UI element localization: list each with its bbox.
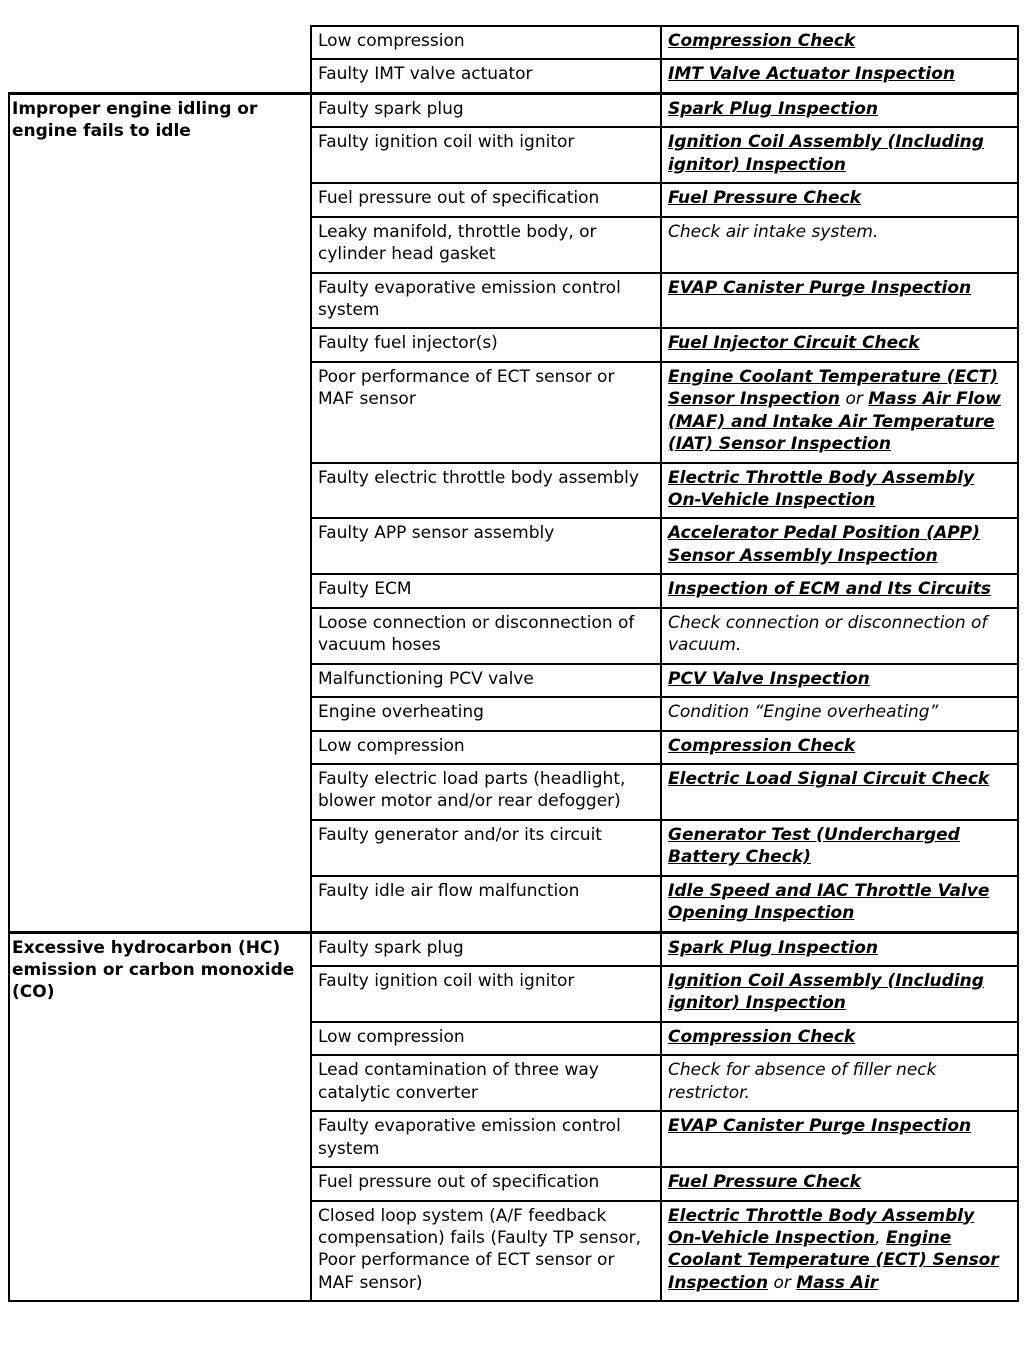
reference-link[interactable]: IMT Valve Actuator Inspection: [668, 64, 955, 85]
reference-link[interactable]: Spark Plug Inspection: [668, 98, 879, 119]
possible-cause-cell: Faulty evaporative emission control system: [311, 273, 661, 329]
reference-link[interactable]: Electric Throttle Body Assembly On-Vehicle Inspection: [668, 1205, 975, 1248]
reference-link[interactable]: Electric Load Signal Circuit Check: [668, 768, 990, 789]
reference-link[interactable]: Spark Plug Inspection: [668, 937, 879, 958]
action-cell: [661, 463, 1018, 519]
action-cell: [661, 1022, 1018, 1055]
action-cell: [661, 328, 1018, 361]
reference-link[interactable]: Accelerator Pedal Position (APP) Sensor Assembly Inspection: [668, 523, 980, 566]
action-cell: [661, 876, 1018, 932]
possible-cause-cell: Faulty evaporative emission control system: [311, 1111, 661, 1167]
action-cell: [661, 1055, 1018, 1111]
action-text: Condition “Engine overheating”: [668, 702, 939, 723]
action-text: Check for absence of filler neck restrictor.: [668, 1060, 937, 1103]
table-row: [9, 93, 1018, 127]
action-text: or: [768, 1272, 797, 1293]
possible-cause-cell: Fuel pressure out of specification: [311, 1167, 661, 1200]
possible-cause-cell: Leaky manifold, throttle body, or cylinder head gasket: [311, 217, 661, 273]
reference-link[interactable]: Ignition Coil Assembly (Including ignitor) Inspection: [668, 971, 984, 1014]
possible-cause-cell: Fuel pressure out of specification: [311, 183, 661, 216]
possible-cause-cell: Low compression: [311, 26, 661, 59]
condition-cell: Improper engine idling or engine fails to idle: [9, 93, 311, 932]
possible-cause-cell: Faulty spark plug: [311, 932, 661, 966]
action-cell: [661, 664, 1018, 697]
possible-cause-cell: Engine overheating: [311, 697, 661, 730]
action-cell: [661, 820, 1018, 876]
reference-link[interactable]: Engine Coolant Temperature (ECT) Sensor Inspection: [668, 1227, 999, 1293]
reference-link[interactable]: Mass Air: [796, 1272, 879, 1293]
possible-cause-cell: Low compression: [311, 731, 661, 764]
action-cell: [661, 764, 1018, 820]
possible-cause-cell: Faulty ignition coil with ignitor: [311, 127, 661, 183]
possible-cause-cell: Faulty electric throttle body assembly: [311, 463, 661, 519]
action-cell: [661, 93, 1018, 127]
reference-link[interactable]: Compression Check: [668, 735, 856, 756]
table-row: [9, 26, 1018, 59]
action-cell: [661, 574, 1018, 607]
reference-link[interactable]: Fuel Pressure Check: [668, 1172, 861, 1193]
reference-link[interactable]: Generator Test (Undercharged Battery Check): [668, 824, 960, 868]
reference-link[interactable]: Fuel Injector Circuit Check: [668, 333, 920, 354]
possible-cause-cell: Faulty idle air flow malfunction: [311, 876, 661, 932]
action-text: or: [840, 389, 869, 410]
possible-cause-cell: Faulty spark plug: [311, 93, 661, 127]
diagnosis-table-body: [9, 26, 1018, 1301]
possible-cause-cell: Faulty APP sensor assembly: [311, 518, 661, 574]
reference-link[interactable]: Compression Check: [668, 31, 856, 51]
possible-cause-cell: Malfunctioning PCV valve: [311, 664, 661, 697]
reference-link[interactable]: Fuel Pressure Check: [668, 188, 861, 209]
action-cell: [661, 932, 1018, 966]
action-cell: [661, 217, 1018, 273]
action-cell: [661, 966, 1018, 1022]
possible-cause-cell: Faulty IMT valve actuator: [311, 59, 661, 93]
action-cell: [661, 608, 1018, 664]
action-cell: [661, 362, 1018, 463]
possible-cause-cell: Low compression: [311, 1022, 661, 1055]
action-cell: [661, 1111, 1018, 1167]
action-cell: [661, 731, 1018, 764]
action-text: Check connection or disconnection of vacuum.: [668, 612, 988, 656]
action-cell: [661, 518, 1018, 574]
action-text: Check air intake system.: [668, 221, 879, 242]
possible-cause-cell: Faulty electric load parts (headlight, blower motor and/or rear defogger): [311, 764, 661, 820]
action-cell: [661, 273, 1018, 329]
possible-cause-cell: Faulty generator and/or its circuit: [311, 820, 661, 876]
action-cell: [661, 26, 1018, 59]
possible-cause-cell: Closed loop system (A/F feedback compensation) fails (Faulty TP sensor, Poor performance of ECT sensor or MAF sensor): [311, 1201, 661, 1302]
possible-cause-cell: Faulty fuel injector(s): [311, 328, 661, 361]
reference-link[interactable]: Compression Check: [668, 1026, 856, 1047]
action-cell: [661, 59, 1018, 93]
action-text: ,: [875, 1227, 886, 1248]
action-cell: [661, 183, 1018, 216]
reference-link[interactable]: EVAP Canister Purge Inspection: [668, 1116, 972, 1137]
possible-cause-cell: Faulty ECM: [311, 574, 661, 607]
action-cell: [661, 127, 1018, 183]
reference-link[interactable]: PCV Valve Inspection: [668, 668, 870, 689]
condition-cell: [9, 26, 311, 93]
diagnosis-table: [8, 25, 1019, 1302]
reference-link[interactable]: Ignition Coil Assembly (Including ignitor) Inspection: [668, 132, 984, 175]
action-cell: [661, 697, 1018, 730]
reference-link[interactable]: Electric Throttle Body Assembly On-Vehicle Inspection: [668, 467, 975, 510]
possible-cause-cell: Faulty ignition coil with ignitor: [311, 966, 661, 1022]
reference-link[interactable]: Engine Coolant Temperature (ECT) Sensor Inspection: [668, 366, 999, 410]
reference-link[interactable]: Idle Speed and IAC Throttle Valve Opening Inspection: [668, 880, 990, 924]
action-cell: [661, 1167, 1018, 1200]
possible-cause-cell: Loose connection or disconnection of vacuum hoses: [311, 608, 661, 664]
reference-link[interactable]: Inspection of ECM and Its Circuits: [668, 579, 991, 600]
reference-link[interactable]: EVAP Canister Purge Inspection: [668, 277, 972, 298]
possible-cause-cell: Poor performance of ECT sensor or MAF sensor: [311, 362, 661, 463]
condition-cell: Excessive hydrocarbon (HC) emission or carbon monoxide (CO): [9, 932, 311, 1301]
possible-cause-cell: Lead contamination of three way catalytic converter: [311, 1055, 661, 1111]
action-cell: [661, 1201, 1018, 1302]
reference-link[interactable]: Mass Air Flow (MAF) and Intake Air Temperature (IAT) Sensor Inspection: [668, 389, 1001, 455]
diagnosis-table-container: [8, 25, 1017, 1302]
table-row: [9, 932, 1018, 966]
